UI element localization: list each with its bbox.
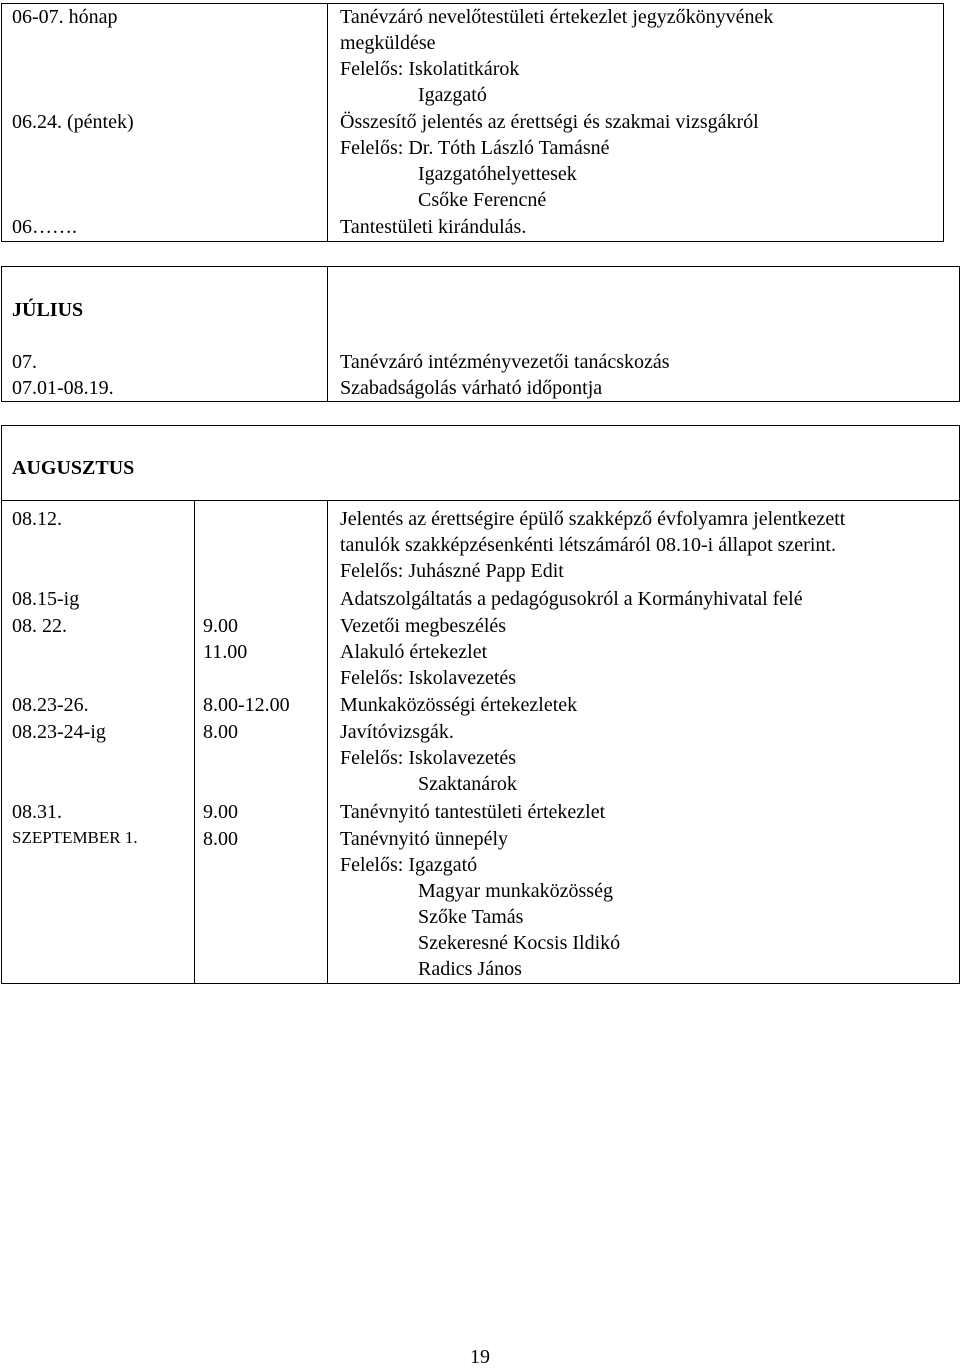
july-row2-date: 07.01-08.19.: [12, 377, 114, 399]
june-row1-line3: Felelős: Iskolatitkárok: [340, 58, 520, 80]
aug-row7-line5: Szekeresné Kocsis Ildikó: [418, 932, 621, 954]
aug-row2-date: 08.15-ig: [12, 588, 80, 610]
june-row2-date: 06.24. (péntek): [12, 111, 134, 133]
june-row1-line2: megküldése: [340, 32, 436, 54]
aug-row7-line4: Szőke Tamás: [418, 906, 524, 928]
june-table-divider: [327, 3, 328, 242]
aug-row3-line2: Alakuló értekezlet: [340, 641, 488, 663]
aug-row3-line3: Felelős: Iskolavezetés: [340, 667, 517, 689]
page-number: 19: [470, 1346, 490, 1368]
aug-row7-line3: Magyar munkaközösség: [418, 880, 613, 902]
aug-row6-time: 9.00: [203, 801, 238, 823]
august-heading: AUGUSZTUS: [12, 457, 135, 479]
aug-row7-time: 8.00: [203, 828, 238, 850]
july-heading: JÚLIUS: [12, 299, 84, 321]
aug-row3-date: 08. 22.: [12, 615, 67, 637]
aug-row5-date: 08.23-24-ig: [12, 721, 106, 743]
july-table-divider: [327, 266, 328, 402]
june-row3-line1: Tantestületi kirándulás.: [340, 216, 527, 238]
august-date-divider: [194, 500, 195, 984]
aug-row2-line1: Adatszolgáltatás a pedagógusokról a Kormányhivatal felé: [340, 588, 803, 610]
july-row1-text: Tanévzáró intézményvezetői tanácskozás: [340, 351, 670, 373]
june-row2-line1: Összesítő jelentés az érettségi és szakmai vizsgákról: [340, 111, 759, 133]
june-row3-date: 06…….: [12, 216, 77, 238]
aug-row4-time: 8.00-12.00: [203, 694, 290, 716]
aug-row6-line1: Tanévnyitó tantestületi értekezlet: [340, 801, 606, 823]
august-time-divider: [327, 500, 328, 984]
aug-row4-line1: Munkaközösségi értekezletek: [340, 694, 578, 716]
june-row1-line4: Igazgató: [418, 84, 487, 106]
aug-row1-line3: Felelős: Juhászné Papp Edit: [340, 560, 564, 582]
aug-row6-date: 08.31.: [12, 801, 62, 823]
june-row2-line4: Csőke Ferencné: [418, 189, 547, 211]
aug-row5-line2: Felelős: Iskolavezetés: [340, 747, 517, 769]
aug-row1-date: 08.12.: [12, 508, 62, 530]
aug-row3-line1: Vezetői megbeszélés: [340, 615, 507, 637]
july-row1-date: 07.: [12, 351, 37, 373]
july-row2-text: Szabadságolás várható időpontja: [340, 377, 603, 399]
aug-row7-line1: Tanévnyitó ünnepély: [340, 828, 508, 850]
aug-row5-time: 8.00: [203, 721, 238, 743]
aug-row7-line6: Radics János: [418, 958, 522, 980]
june-row2-line2: Felelős: Dr. Tóth László Tamásné: [340, 137, 610, 159]
aug-row7-date: SZEPTEMBER 1.: [12, 828, 138, 847]
aug-row3-time: 9.00: [203, 615, 238, 637]
june-row1-line1: Tanévzáró nevelőtestületi értekezlet jegyzőkönyvének: [340, 6, 774, 28]
aug-row5-line3: Szaktanárok: [418, 773, 517, 795]
aug-row1-line2: tanulók szakképzésenkénti létszámáról 08.10-i állapot szerint.: [340, 534, 836, 556]
aug-row4-date: 08.23-26.: [12, 694, 89, 716]
aug-row3-time2: 11.00: [203, 641, 248, 663]
august-heading-separator: [1, 500, 960, 501]
aug-row5-line1: Javítóvizsgák.: [340, 721, 454, 743]
june-row2-line3: Igazgatóhelyettesek: [418, 163, 577, 185]
aug-row1-line1: Jelentés az érettségire épülő szakképző évfolyamra jelentkezett: [340, 508, 846, 530]
june-row1-date: 06-07. hónap: [12, 6, 118, 28]
aug-row7-line2: Felelős: Igazgató: [340, 854, 478, 876]
